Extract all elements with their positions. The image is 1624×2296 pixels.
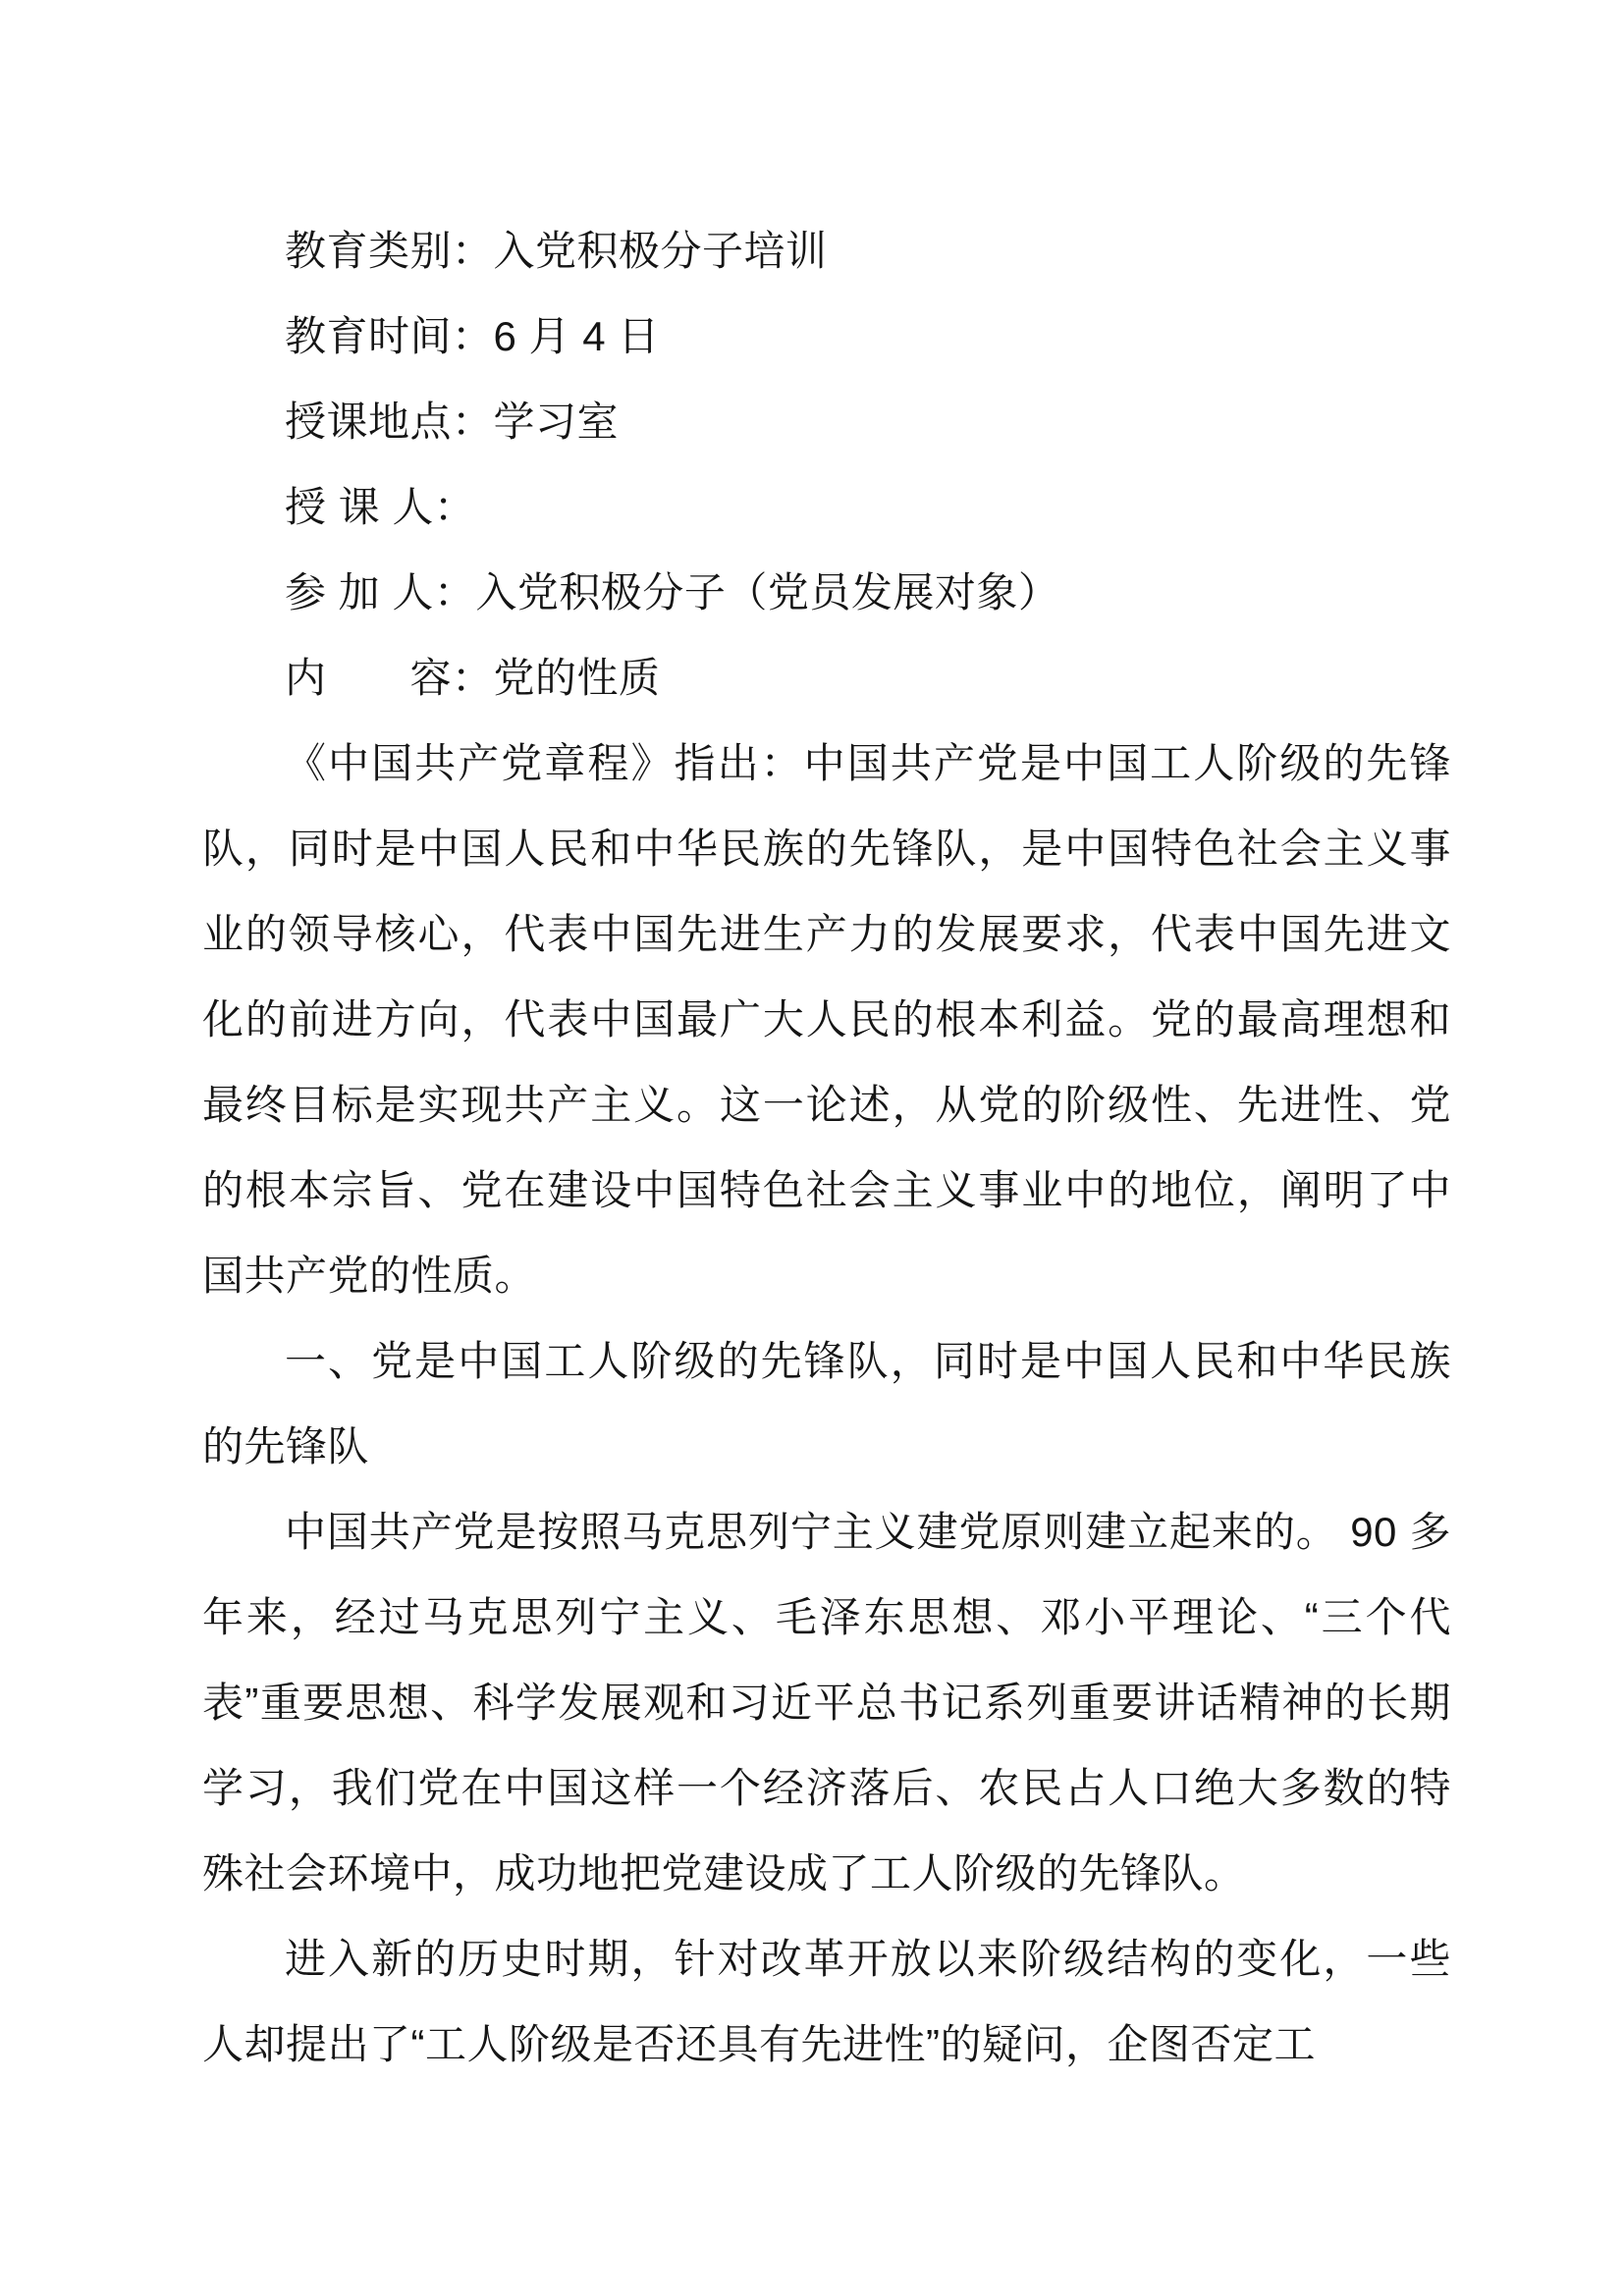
- meta-line-education-time: 教育时间：6 月 4 日: [285, 313, 660, 359]
- meta-line-lecture-location: 授课地点：学习室: [285, 399, 620, 445]
- meta-line-participants: 参 加 人：入党积极分子（党员发展对象）: [285, 569, 1060, 615]
- meta-line-content-topic: 内 容：党的性质: [285, 655, 661, 701]
- meta-line-education-category: 教育类别：入党积极分子培训: [285, 228, 828, 274]
- paragraph-section-heading: 一、党是中国工人阶级的先锋队，同时是中国人民和中华民族的先锋队: [202, 1338, 1451, 1469]
- paragraph-new-era: 进入新的历史时期，针对改革开放以来阶级结构的变化，一些人却提出了“工人阶级是否还具有先进性”的疑问，企图否定工: [202, 1936, 1451, 2067]
- paragraph-party-founding: 中国共产党是按照马克思列宁主义建党原则建立起来的。 90 多年来，经过马克思列宁主义、毛泽东思想、邓小平理论、“三个代表”重要思想、科学发展观和习近平总书记系列重要讲话精神的长期学习，我们党在中国这样一个经济落后、农民占人口绝大多数的特殊社会环境中，成功地把党建设成了工人阶级的先锋队。: [202, 1509, 1451, 1896]
- paragraph-party-constitution: 《中国共产党章程》指出：中国共产党是中国工人阶级的先锋队，同时是中国人民和中华民族的先锋队，是中国特色社会主义事业的领导核心，代表中国先进生产力的发展要求，代表中国先进文化的前进方向，代表中国最广大人民的根本利益。党的最高理想和最终目标是实现共产主义。这一论述，从党的阶级性、先进性、党的根本宗旨、党在建设中国特色社会主义事业中的地位，阐明了中国共产党的性质。: [202, 740, 1451, 1299]
- meta-line-lecturer: 授 课 人：: [285, 484, 476, 530]
